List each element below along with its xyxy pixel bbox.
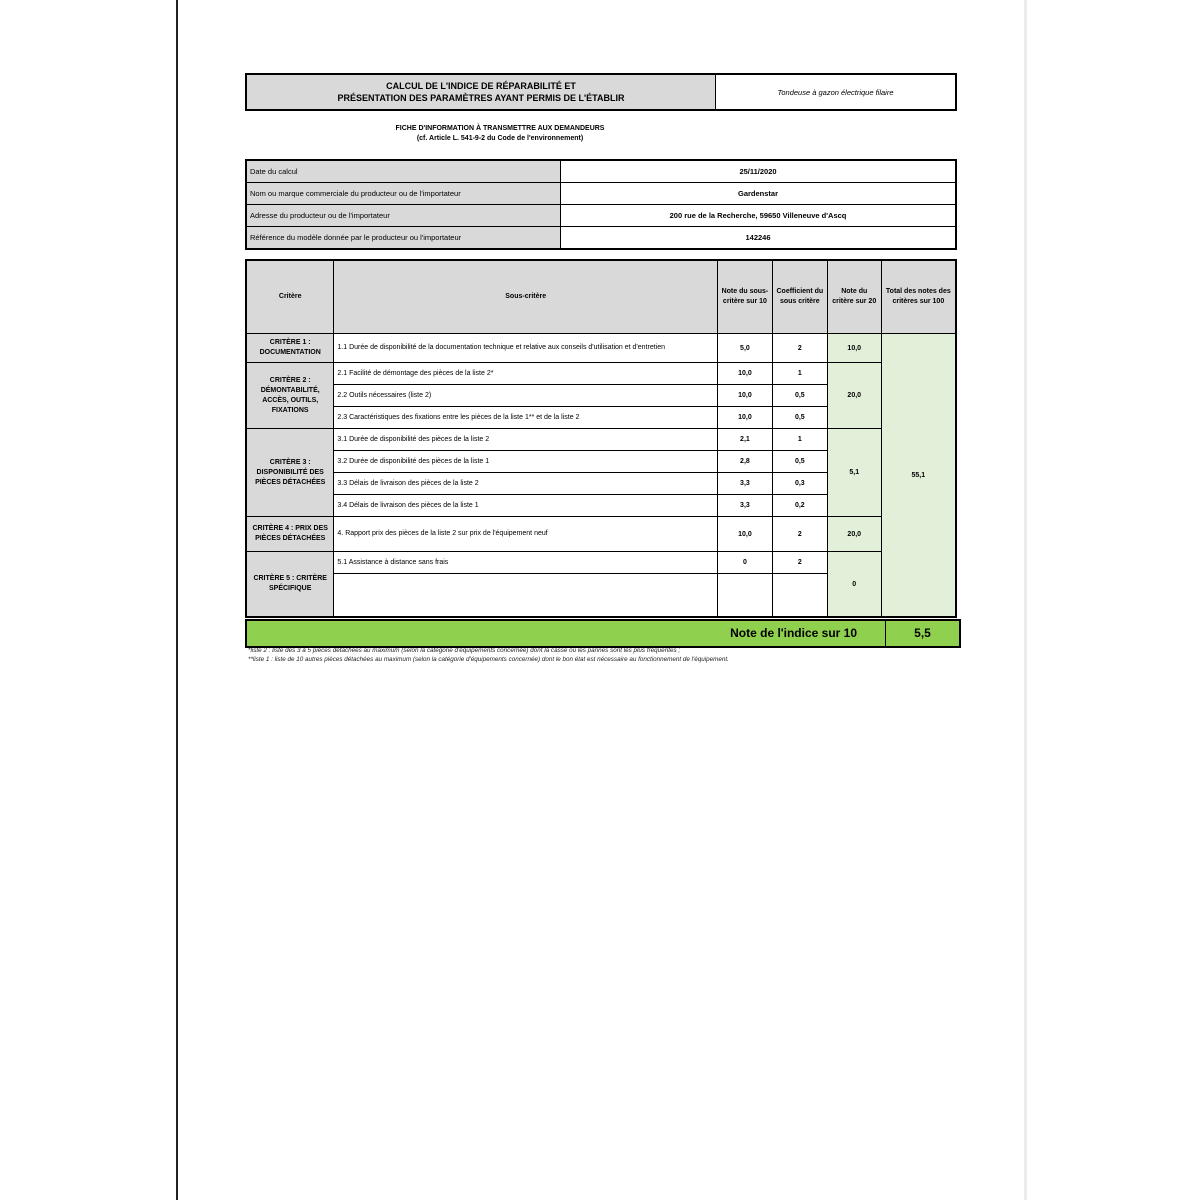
col-header-note-sous: Note du sous-critère sur 10 [717, 260, 772, 334]
final-score-label: Note de l'indice sur 10 [730, 626, 857, 640]
table-row [246, 517, 956, 552]
subcriterion-coef: 0,5 [772, 385, 827, 407]
subcriterion-coef: 2 [772, 517, 827, 552]
header-table [245, 73, 957, 111]
info-label: Date du calcul [246, 160, 561, 183]
subcriterion-coef: 0,2 [772, 495, 827, 517]
info-value: Gardenstar [561, 183, 957, 205]
subcriterion-coef: 0,3 [772, 473, 827, 495]
info-row [246, 205, 956, 227]
subcriterion-note: 5,0 [717, 334, 772, 363]
page-edge [1024, 0, 1027, 1200]
total-score-100: 55,1 [881, 334, 956, 618]
subcriterion-note: 10,0 [717, 363, 772, 385]
table-row [246, 552, 956, 574]
subcriterion-label: 3.2 Durée de disponibilité des pièces de la liste 1 [334, 451, 718, 473]
subcriterion-label: 5.1 Assistance à distance sans frais [334, 552, 718, 574]
subcriterion-note: 0 [717, 552, 772, 574]
table-row [246, 334, 956, 363]
subcriterion-label: 1.1 Durée de disponibilité de la documentation technique et relative aux conseils d'utilisation et d'entretien [334, 334, 718, 363]
final-score-bar [245, 619, 961, 648]
subcriterion-label: 2.1 Facilité de démontage des pièces de la liste 2* [334, 363, 718, 385]
table-row [246, 363, 956, 385]
subcriterion-note: 10,0 [717, 385, 772, 407]
info-row [246, 160, 956, 183]
col-header-coef: Coefficient du sous critère [772, 260, 827, 334]
info-value: 25/11/2020 [561, 160, 957, 183]
info-label: Nom ou marque commerciale du producteur ou de l'importateur [246, 183, 561, 205]
info-table [245, 159, 957, 250]
subcriterion-note [717, 574, 772, 618]
subcriterion-note: 10,0 [717, 517, 772, 552]
subtitle-line-2: (cf. Article L. 541-9-2 du Code de l'environnement) [416, 135, 584, 142]
criterion-5-name: CRITÈRE 5 : CRITÈRE SPÉCIFIQUE [246, 552, 334, 618]
subtitle [300, 124, 700, 144]
col-header-critere: Critère [246, 260, 334, 334]
table-row [246, 429, 956, 451]
info-row [246, 227, 956, 250]
col-header-total: Total des notes des critères sur 100 [881, 260, 956, 334]
title-line-2: PRÉSENTATION DES PARAMÈTRES AYANT PERMIS DE L'ÉTABLIR [337, 93, 625, 103]
info-row [246, 183, 956, 205]
title-line-1: CALCUL DE L'INDICE DE RÉPARABILITÉ ET [386, 81, 576, 91]
final-score-label-cell [247, 621, 885, 646]
criterion-4-score: 20,0 [827, 517, 881, 552]
subcriterion-coef: 0,5 [772, 407, 827, 429]
subcriterion-note: 3,3 [717, 495, 772, 517]
info-value: 200 rue de la Recherche, 59650 Villeneuve d'Ascq [561, 205, 957, 227]
page-title [246, 74, 716, 110]
subcriterion-label [334, 574, 718, 618]
score-header-row [246, 260, 956, 334]
criterion-2-score: 20,0 [827, 363, 881, 429]
criterion-3-score: 5,1 [827, 429, 881, 517]
subcriterion-label: 3.4 Délais de livraison des pièces de la liste 1 [334, 495, 718, 517]
footnote-list-2: *liste 2 : liste des 3 à 5 pièces détachées au maximum (selon la catégorie d'équipements concernée) dont la casse ou les pannes sont les plus fréquentes ; [248, 647, 681, 654]
criterion-4-name: CRITÈRE 4 : PRIX DES PIÈCES DÉTACHÉES [246, 517, 334, 552]
subcriterion-note: 2,8 [717, 451, 772, 473]
subcriterion-label: 4. Rapport prix des pièces de la liste 2 sur prix de l'équipement neuf [334, 517, 718, 552]
subcriterion-note: 2,1 [717, 429, 772, 451]
subcriterion-coef: 2 [772, 334, 827, 363]
subcriterion-label: 3.1 Durée de disponibilité des pièces de la liste 2 [334, 429, 718, 451]
col-header-sous-critere: Sous-critère [334, 260, 718, 334]
subcriterion-coef [772, 574, 827, 618]
subcriterion-coef: 1 [772, 363, 827, 385]
info-label: Référence du modèle donnée par le producteur ou l'importateur [246, 227, 561, 250]
score-table [245, 259, 957, 618]
subcriterion-coef: 0,5 [772, 451, 827, 473]
criterion-1-name: CRITÈRE 1 : DOCUMENTATION [246, 334, 334, 363]
subcriterion-note: 3,3 [717, 473, 772, 495]
product-name: Tondeuse à gazon électrique filaire [716, 74, 957, 110]
subtitle-line-1: FICHE D'INFORMATION À TRANSMETTRE AUX DEMANDEURS [395, 125, 605, 132]
criterion-3-name: CRITÈRE 3 : DISPONIBILITÉ DES PIÈCES DÉTACHÉES [246, 429, 334, 517]
footnotes [248, 646, 968, 664]
final-score-value: 5,5 [914, 626, 931, 640]
subcriterion-label: 3.3 Délais de livraison des pièces de la liste 2 [334, 473, 718, 495]
subcriterion-label: 2.2 Outils nécessaires (liste 2) [334, 385, 718, 407]
criterion-1-score: 10,0 [827, 334, 881, 363]
footnote-list-1: **liste 1 : liste de 10 autres pièces détachées au maximum (selon la catégorie d'équipements concernée) dont le bon état est nécessaire au fonctionnement de l'équipement. [248, 656, 729, 663]
subcriterion-label: 2.3 Caractéristiques des fixations entre les pièces de la liste 1** et de la liste 2 [334, 407, 718, 429]
subcriterion-coef: 2 [772, 552, 827, 574]
col-header-note-critere: Note du critère sur 20 [827, 260, 881, 334]
subcriterion-note: 10,0 [717, 407, 772, 429]
criterion-2-name: CRITÈRE 2 : DÉMONTABILITÉ, ACCÈS, OUTILS, FIXATIONS [246, 363, 334, 429]
info-value: 142246 [561, 227, 957, 250]
criterion-5-score: 0 [827, 552, 881, 618]
info-label: Adresse du producteur ou de l'importateur [246, 205, 561, 227]
subcriterion-coef: 1 [772, 429, 827, 451]
